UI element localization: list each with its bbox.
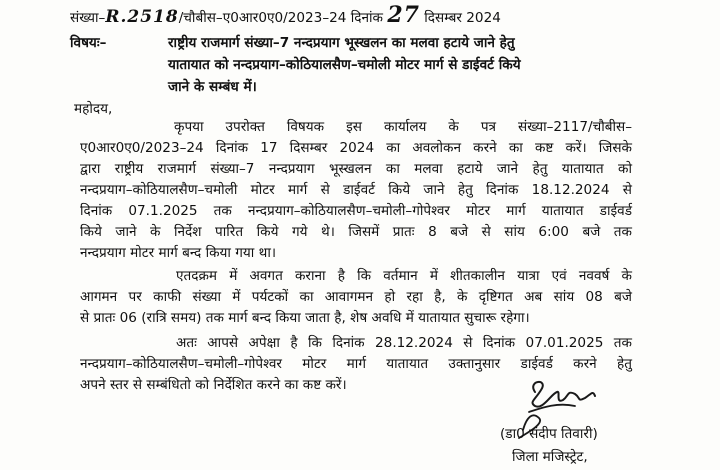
- paragraph-3-line: अपने स्तर से सम्बंधितो को निर्दे‍शित करने का कष्ट करें।: [80, 377, 347, 393]
- paragraph-1-line: द्वारा राष्ट्रीय राजमार्ग संख्या–7 नन्दप्रयाग भूस्खलन का मलवा हटाये जाने हेतु यातायात को: [80, 161, 632, 177]
- paragraph-1-line: नन्दप्रयाग मोटर मार्ग बन्द किया गया था।: [80, 245, 277, 261]
- salutation: महोदय,: [74, 101, 113, 117]
- signatory-designation: जिला मजिस्ट्रेट,: [512, 449, 588, 465]
- handwritten-date-day: 27: [387, 2, 420, 28]
- paragraph-3-line: नन्दप्रयाग–कोठियालसैण–चमोली–गोपेश्वर मोटर मार्ग यातायात उक्तानुसार डाईवर्ड करने हेतु: [80, 356, 632, 372]
- subject-label: विषयः–: [70, 35, 107, 51]
- paragraph-2-line: आगमन पर काफी संख्या में पर्यटकों का आवागमन हो रहा है, के दृष्टिगत अब सांय 08 बजे: [80, 289, 632, 305]
- paragraph-1-line: कृपया उपरोक्त विषयक इस कार्यालय के पत्र संख्या–2117/चौबीस–: [174, 119, 632, 135]
- reference-line: [70, 2, 501, 28]
- paragraph-2-line: एतदक्रम में अवगत कराना है कि वर्तमान में शीतकालीन यात्रा एवं नववर्ष के: [176, 268, 632, 284]
- paragraph-1-line: नन्दप्रयाग–कोठियालसैण–चमोली मोटर मार्ग से डाईवर्ट किये जाने हेतु दिनांक 18.12.2024 से: [80, 182, 632, 198]
- handwritten-reference-number: R.2518: [105, 7, 179, 27]
- paragraph-1-line: ए0आर0ए0/2023–24 दिनांक 17 दिसम्बर 2024 का अवलोकन करने का कष्ट करें। जिसके: [80, 140, 632, 156]
- subject-line: जाने के सम्बंध में।: [168, 79, 257, 95]
- paragraph-1-line: दिनांक 07.1.2025 तक नन्दप्रयाग–कोठियालसैण–चमोली–गोपेश्वर मोटर मार्ग यातायात डाईवर्ड: [80, 203, 632, 219]
- paragraph-3-line: अतः आपसे अपेक्षा है कि दिनांक 28.12.2024 से दिनांक 07.01.2025 तक: [176, 335, 632, 351]
- subject-line: राष्ट्रीय राजमार्ग संख्या–7 नन्दप्रयाग भूस्खलन का मलवा हटाये जाने हेतु: [168, 35, 515, 51]
- reference-suffix: /चौबीस–ए0आर0ए0/2023–24 दिनांक: [178, 10, 383, 26]
- date-month-year: दिसम्बर 2024: [424, 10, 501, 26]
- paragraph-2-line: से प्रातः 06 (रात्रि समय) तक मार्ग बन्द किया जाता है, शेष अवधि में यातायात सुचारू रहेगा।: [80, 310, 530, 326]
- signatory-name: (डा0 संदीप तिवारी): [500, 426, 598, 442]
- subject-line: यातायात को नन्दप्रयाग–कोठियालसैण–चमोली मोटर मार्ग से डाईवर्ट किये: [168, 57, 521, 73]
- reference-prefix: संख्या–: [70, 10, 106, 26]
- paragraph-1-line: किये जाने के निर्देश पारित किये गये थे। जिसमें प्रातः 8 बजे से सांय 6:00 बजे तक: [80, 224, 632, 240]
